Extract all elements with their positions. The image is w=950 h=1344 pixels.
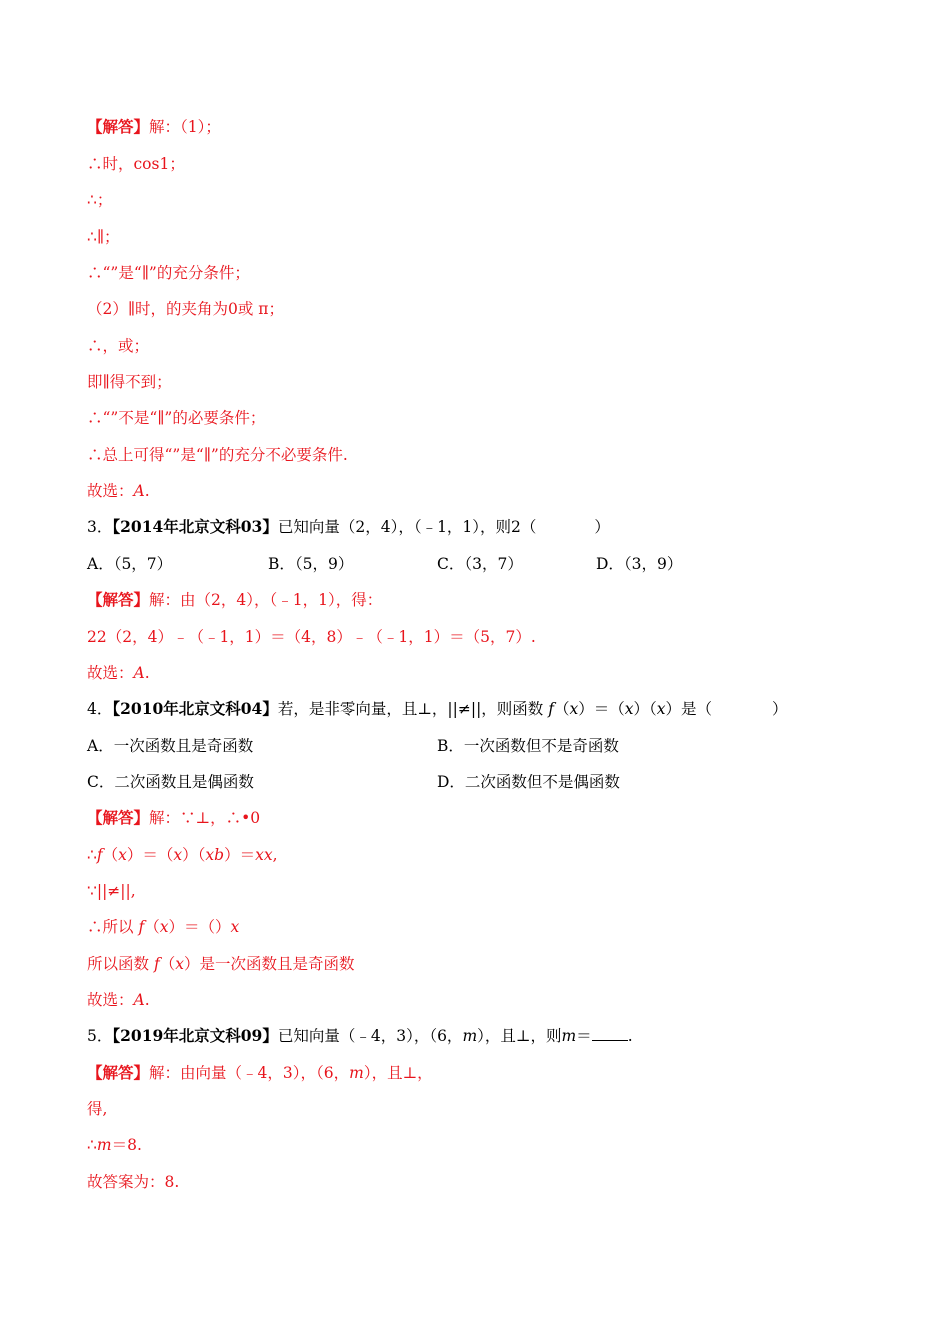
solution-line: ∴所以 f（x）＝（）x bbox=[87, 918, 240, 936]
option-c: C．（3，7） bbox=[437, 555, 523, 573]
question-5: 5．【2019年北京文科09】已知向量（﹣4，3），（6，m），且⊥，则m＝ . bbox=[87, 1026, 633, 1045]
solution-line: 即∥得不到； bbox=[87, 373, 172, 391]
solution-line: ∴“”不是“∥”的必要条件； bbox=[87, 409, 266, 427]
solution-line: 故答案为：8. bbox=[87, 1173, 180, 1191]
solution-line: ∴，或； bbox=[87, 337, 150, 355]
solution-line: ∴m＝8. bbox=[87, 1136, 142, 1154]
answer-tag: 【解答】 bbox=[87, 590, 150, 609]
solution-line: ∴∥； bbox=[87, 228, 120, 246]
option-b: B．一次函数但不是奇函数 bbox=[437, 737, 619, 755]
answer-tag: 【解答】 bbox=[87, 1063, 150, 1082]
solution-line: 【解答】解：（1）； bbox=[87, 117, 221, 136]
option-a: A．一次函数且是奇函数 bbox=[87, 737, 254, 755]
answer-tag: 【解答】 bbox=[87, 117, 150, 136]
solution-line: 【解答】解：∵⊥，∴•0 bbox=[87, 808, 261, 827]
solution-line: ∴“”是“∥”的充分条件； bbox=[87, 264, 250, 282]
question-source-tag: 【2014年北京文科03】 bbox=[112, 517, 278, 536]
answer-tag: 【解答】 bbox=[87, 808, 150, 827]
question-4: 4．【2010年北京文科04】若，是非零向量，且⊥，||≠||，则函数 f（x）＝（x）（x）是（ ） bbox=[87, 699, 788, 718]
question-3: 3．【2014年北京文科03】已知向量（2，4），（﹣1，1），则2（ ） bbox=[87, 517, 610, 536]
solution-line: 【解答】解：由（2，4），（﹣1，1），得： bbox=[87, 590, 383, 609]
solution-line: ∴时，cos1； bbox=[87, 155, 185, 173]
solution-line: 故选：A. bbox=[87, 991, 150, 1009]
solution-line: ∵||≠||, bbox=[87, 882, 136, 900]
solution-line: （2）∥时，的夹角为0或 π； bbox=[87, 300, 284, 318]
solution-line: 得, bbox=[87, 1100, 108, 1118]
option-c: C．二次函数且是偶函数 bbox=[87, 773, 254, 791]
option-b: B．（5，9） bbox=[268, 555, 354, 573]
solution-line: 【解答】解：由向量（﹣4，3），（6，m），且⊥， bbox=[87, 1063, 433, 1082]
option-a: A．（5，7） bbox=[87, 555, 173, 573]
solution-line: 故选：A. bbox=[87, 664, 150, 682]
question-source-tag: 【2010年北京文科04】 bbox=[112, 699, 278, 718]
solution-line: 22（2，4）﹣（﹣1，1）＝（4，8）﹣（﹣1，1）＝（5，7）. bbox=[87, 628, 536, 646]
option-d: D．二次函数但不是偶函数 bbox=[437, 773, 620, 791]
solution-line: 故选：A. bbox=[87, 482, 150, 500]
solution-line: 所以函数 f（x）是一次函数且是奇函数 bbox=[87, 955, 355, 973]
solution-line: ∴总上可得“”是“∥”的充分不必要条件. bbox=[87, 446, 348, 464]
option-d: D．（3，9） bbox=[596, 555, 683, 573]
answer-blank bbox=[592, 1026, 628, 1041]
solution-line: ∴f（x）＝（x）（xb）＝xx, bbox=[87, 846, 278, 864]
question-source-tag: 【2019年北京文科09】 bbox=[112, 1026, 278, 1045]
solution-line: ∴； bbox=[87, 191, 113, 209]
